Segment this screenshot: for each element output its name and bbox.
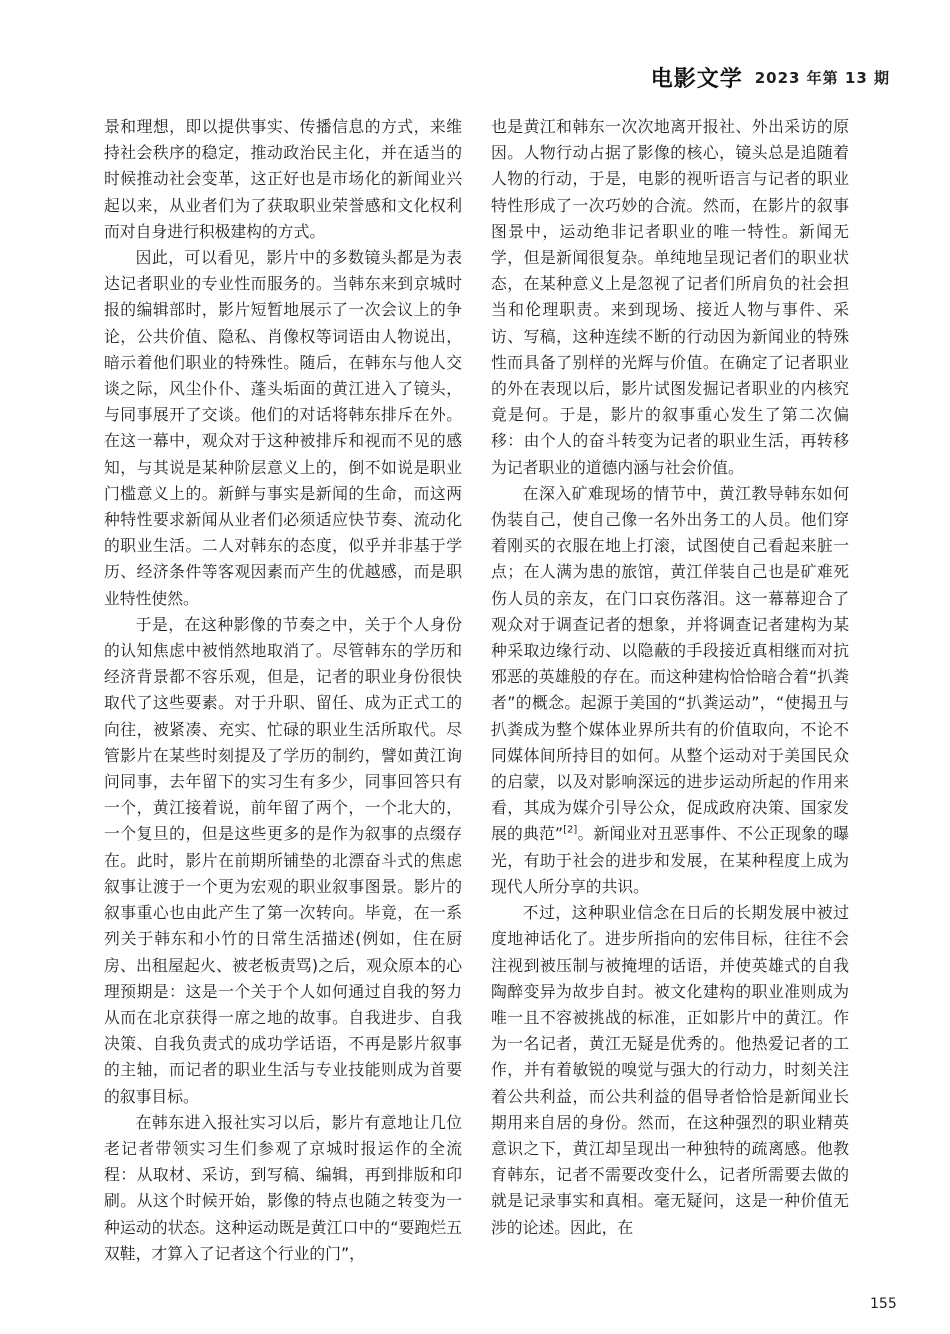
citation-marker: [2] [563,825,578,837]
paragraph: 不过，这种职业信念在日后的长期发展中被过度地神话化了。进步所指向的宏伟目标，往往不会注视到被压制与被掩埋的话语，并使英雄式的自我陶醉变异为故步自封。被文化建构的职业准则成为唯一且不容被挑战的标准，正如影片中的黄江。作为一名记者，黄江无疑是优秀的。他热爱记者的工作，并有着敏锐的嗅觉与强大的行动力，时刻关注着公共利益，而公共利益的倡导者恰恰是新闻业长期用来自居的身份。然而，在这种强烈的职业精英意识之下，黄江却呈现出一种独特的疏离感。他教育韩东，记者不需要改变什么，记者所需要去做的就是记录事实和真相。毫无疑问，这是一种价值无涉的论述。因此，在 [491,903,849,1237]
paragraph [491,481,849,900]
paragraph: 景和理想，即以提供事实、传播信息的方式，来维持社会秩序的稳定，推动政治民主化，并在适当的时候推动社会变革，这正好也是市场化的新闻业兴起以来，从业者们为了获取职业荣誉感和文化权利而对自身进行积极建构的方式。 [104,117,462,241]
paragraph-text: 在深入矿难现场的情节中，黄江教导韩东如何伪装自己，使自己像一名外出务工的人员。他们穿着刚买的衣服在地上打滚，试图使自己看起来脏一点；在人满为患的旅馆，黄江佯装自己也是矿难死伤人员的亲友，在门口哀伤落泪。这一幕幕迎合了观众对于调查记者的想象，并将调查记者建构为某种采取边缘行动、以隐蔽的手段接近真相继而对抗邪恶的英雄般的存在。而这种建构恰恰暗合着“扒粪者”的概念。起源于美国的“扒粪运动”，“使揭丑与扒粪成为整个媒体业界所共有的价值取向，不论不同媒体间所持目的如何。从整个运动对于美国民众的启蒙，以及对影响深远的进步运动所起的作用来看，其成为媒介引导公众，促成政府决策、国家发展的典范” [491,483,849,844]
paragraph: 也是黄江和韩东一次次地离开报社、外出采访的原因。人物行动占据了影像的核心，镜头总是追随着人物的行动，于是，电影的视听语言与记者的职业特性形成了一次巧妙的合流。然而，在影片的叙事图景中，运动绝非记者职业的唯一特性。新闻无学，但是新闻很复杂。单纯地呈现记者们的职业状态，在某种意义上是忽视了记者们所肩负的社会担当和伦理职责。来到现场、接近人物与事件、采访、写稿，这种连续不断的行动因为新闻业的特殊性而具备了别样的光辉与价值。在确定了记者职业的外在表现以后，影片试图发掘记者职业的内核究竟是何。于是，影片的叙事重心发生了第二次偏移：由个人的奋斗转变为记者的职业生活，再转移为记者职业的道德内涵与社会价值。 [491,117,849,477]
page-number: 155 [870,1296,897,1312]
paragraph: 在韩东进入报社实习以后，影片有意地让几位老记者带领实习生们参观了京城时报运作的全流程：从取材、采访，到写稿、编辑，再到排版和印刷。从这个时候开始，影像的特点也随之转变为一种运动的状态。这种运动既是黄江口中的“要跑烂五双鞋，才算入了记者这个行业的门”， [104,1112,462,1263]
left-column [104,114,462,1267]
paragraph: 于是，在这种影像的节奏之中，关于个人身份的认知焦虑中被悄然地取消了。尽管韩东的学历和经济背景都不容乐观，但是，记者的职业身份很快取代了这些要素。对于升职、留任、成为正式工的向往，被紧凑、充实、忙碌的职业生活所取代。尽管影片在某些时刻提及了学历的制约，譬如黄江询问同事，去年留下的实习生有多少，同事回答只有一个，黄江接着说，前年留了两个，一个北大的，一个复旦的，但是这些更多的是作为叙事的点缀存在。此时，影片在前期所铺垫的北漂奋斗式的焦虑叙事让渡于一个更为宏观的职业叙事图景。影片的叙事重心也由此产生了第一次转向。毕竟，在一系列关于韩东和小竹的日常生活描述(例如，住在厨房、出租屋起火、被老板责骂)之后，观众原本的心理预期是：这是一个关于个人如何通过自我的努力从而在北京获得一席之地的故事。自我进步、自我决策、自我负责式的成功学话语，不再是影片叙事的主轴，而记者的职业生活与专业技能则成为首要的叙事目标。 [104,614,462,1106]
right-column [491,114,849,1241]
issue-label: 2023 年第 13 期 [754,69,890,87]
paragraph-text: 。新闻业对丑恶事件、不公正现象的曝光，有助于社会的进步和发展，在某种程度上成为现代人所分享的共识。 [491,824,849,896]
journal-logo: 电影文学 [650,66,743,92]
paragraph: 因此，可以看见，影片中的多数镜头都是为表达记者职业的专业性而服务的。当韩东来到京城时报的编辑部时，影片短暂地展示了一次会议上的争论，公共价值、隐私、肖像权等词语由人物说出，暗示着他们职业的特殊性。随后，在韩东与他人交谈之际，风尘仆仆、蓬头垢面的黄江进入了镜头，与同事展开了交谈。他们的对话将韩东排斥在外。在这一幕中，观众对于这种被排斥和视而不见的感知，与其说是某种阶层意义上的，倒不如说是职业门槛意义上的。新鲜与事实是新闻的生命，而这两种特性要求新闻从业者们必须适应快节奏、流动化的职业生活。二人对韩东的态度，似乎并非基于学历、经济条件等客观因素而产生的优越感，而是职业特性使然。 [104,248,462,608]
running-header [651,62,890,93]
